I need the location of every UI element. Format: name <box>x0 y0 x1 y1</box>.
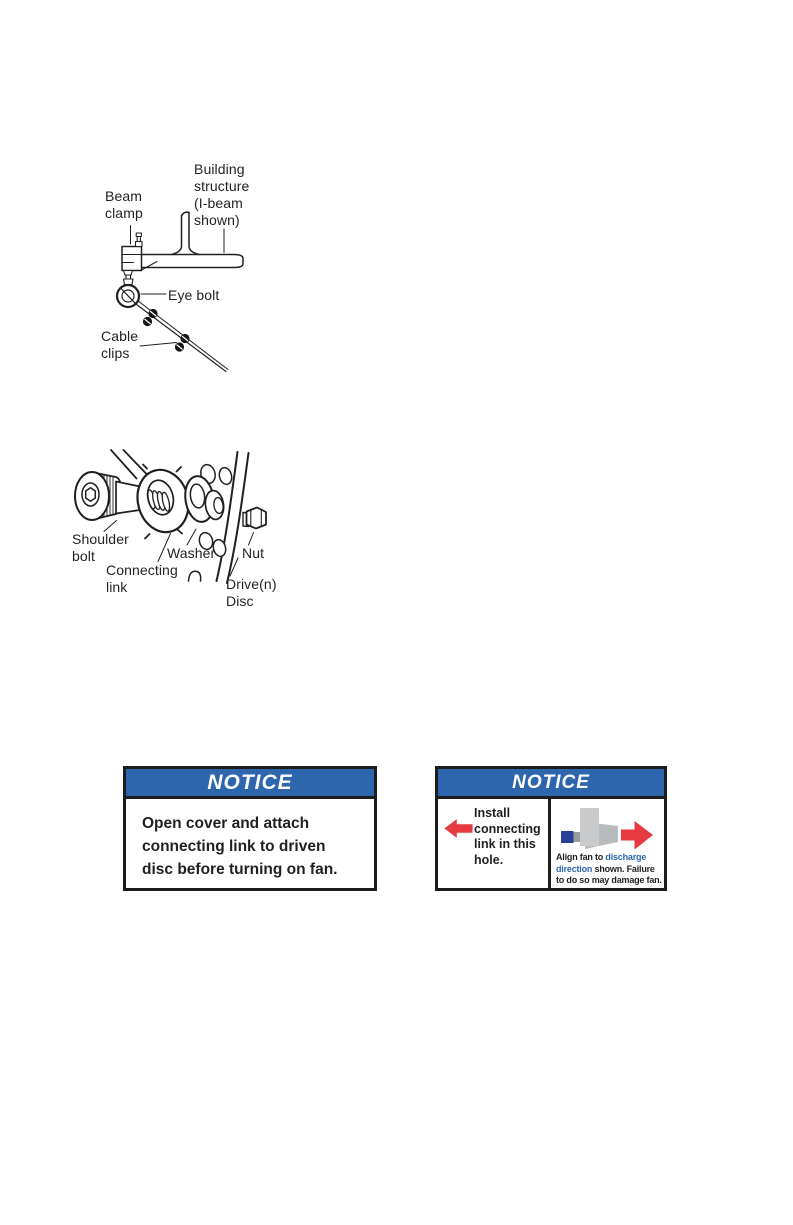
nut-drawing <box>243 508 266 529</box>
label-connecting-link: Connecting link <box>106 562 178 595</box>
notice-body <box>438 799 664 888</box>
leader-lines <box>131 226 225 347</box>
link-arm-drawing <box>111 450 148 479</box>
left-arrow-icon <box>444 818 473 839</box>
label-nut: Nut <box>242 545 265 561</box>
connecting-link-diagram <box>60 445 360 615</box>
label-cable-clips: Cable clips <box>101 328 139 361</box>
discharge-direction-cell <box>551 799 664 888</box>
washer-drawing <box>182 474 225 523</box>
notice-header <box>438 769 664 799</box>
notice-body-text: Open cover and attach connecting link to driven disc before turning on fan. <box>142 815 338 878</box>
label-shoulder-bolt: Shoulder bolt <box>72 531 129 564</box>
label-eye-bolt: Eye bolt <box>168 287 220 303</box>
fan-discharge-icon <box>555 804 657 850</box>
notice-title: NOTICE <box>512 771 590 793</box>
label-beam-clamp: Beam clamp <box>105 188 143 221</box>
install-hole-cell <box>438 799 551 888</box>
label-building-structure: Building structure (I-beam shown) <box>194 161 250 228</box>
connecting-link-marker <box>561 831 574 843</box>
notice-label-install-link <box>435 766 667 891</box>
right-arrow-icon <box>621 821 653 850</box>
notice-title: NOTICE <box>207 770 293 794</box>
label-driven-disc: Drive(n) Disc <box>226 576 277 609</box>
install-link-text: Install connecting link in this hole. <box>474 806 541 867</box>
notice-header <box>126 769 374 799</box>
notice-label-open-cover <box>123 766 377 891</box>
align-fan-text: Align fan to discharge direction shown. Failure to do so may damage fan. <box>556 852 662 885</box>
label-washer: Washer <box>167 545 216 561</box>
